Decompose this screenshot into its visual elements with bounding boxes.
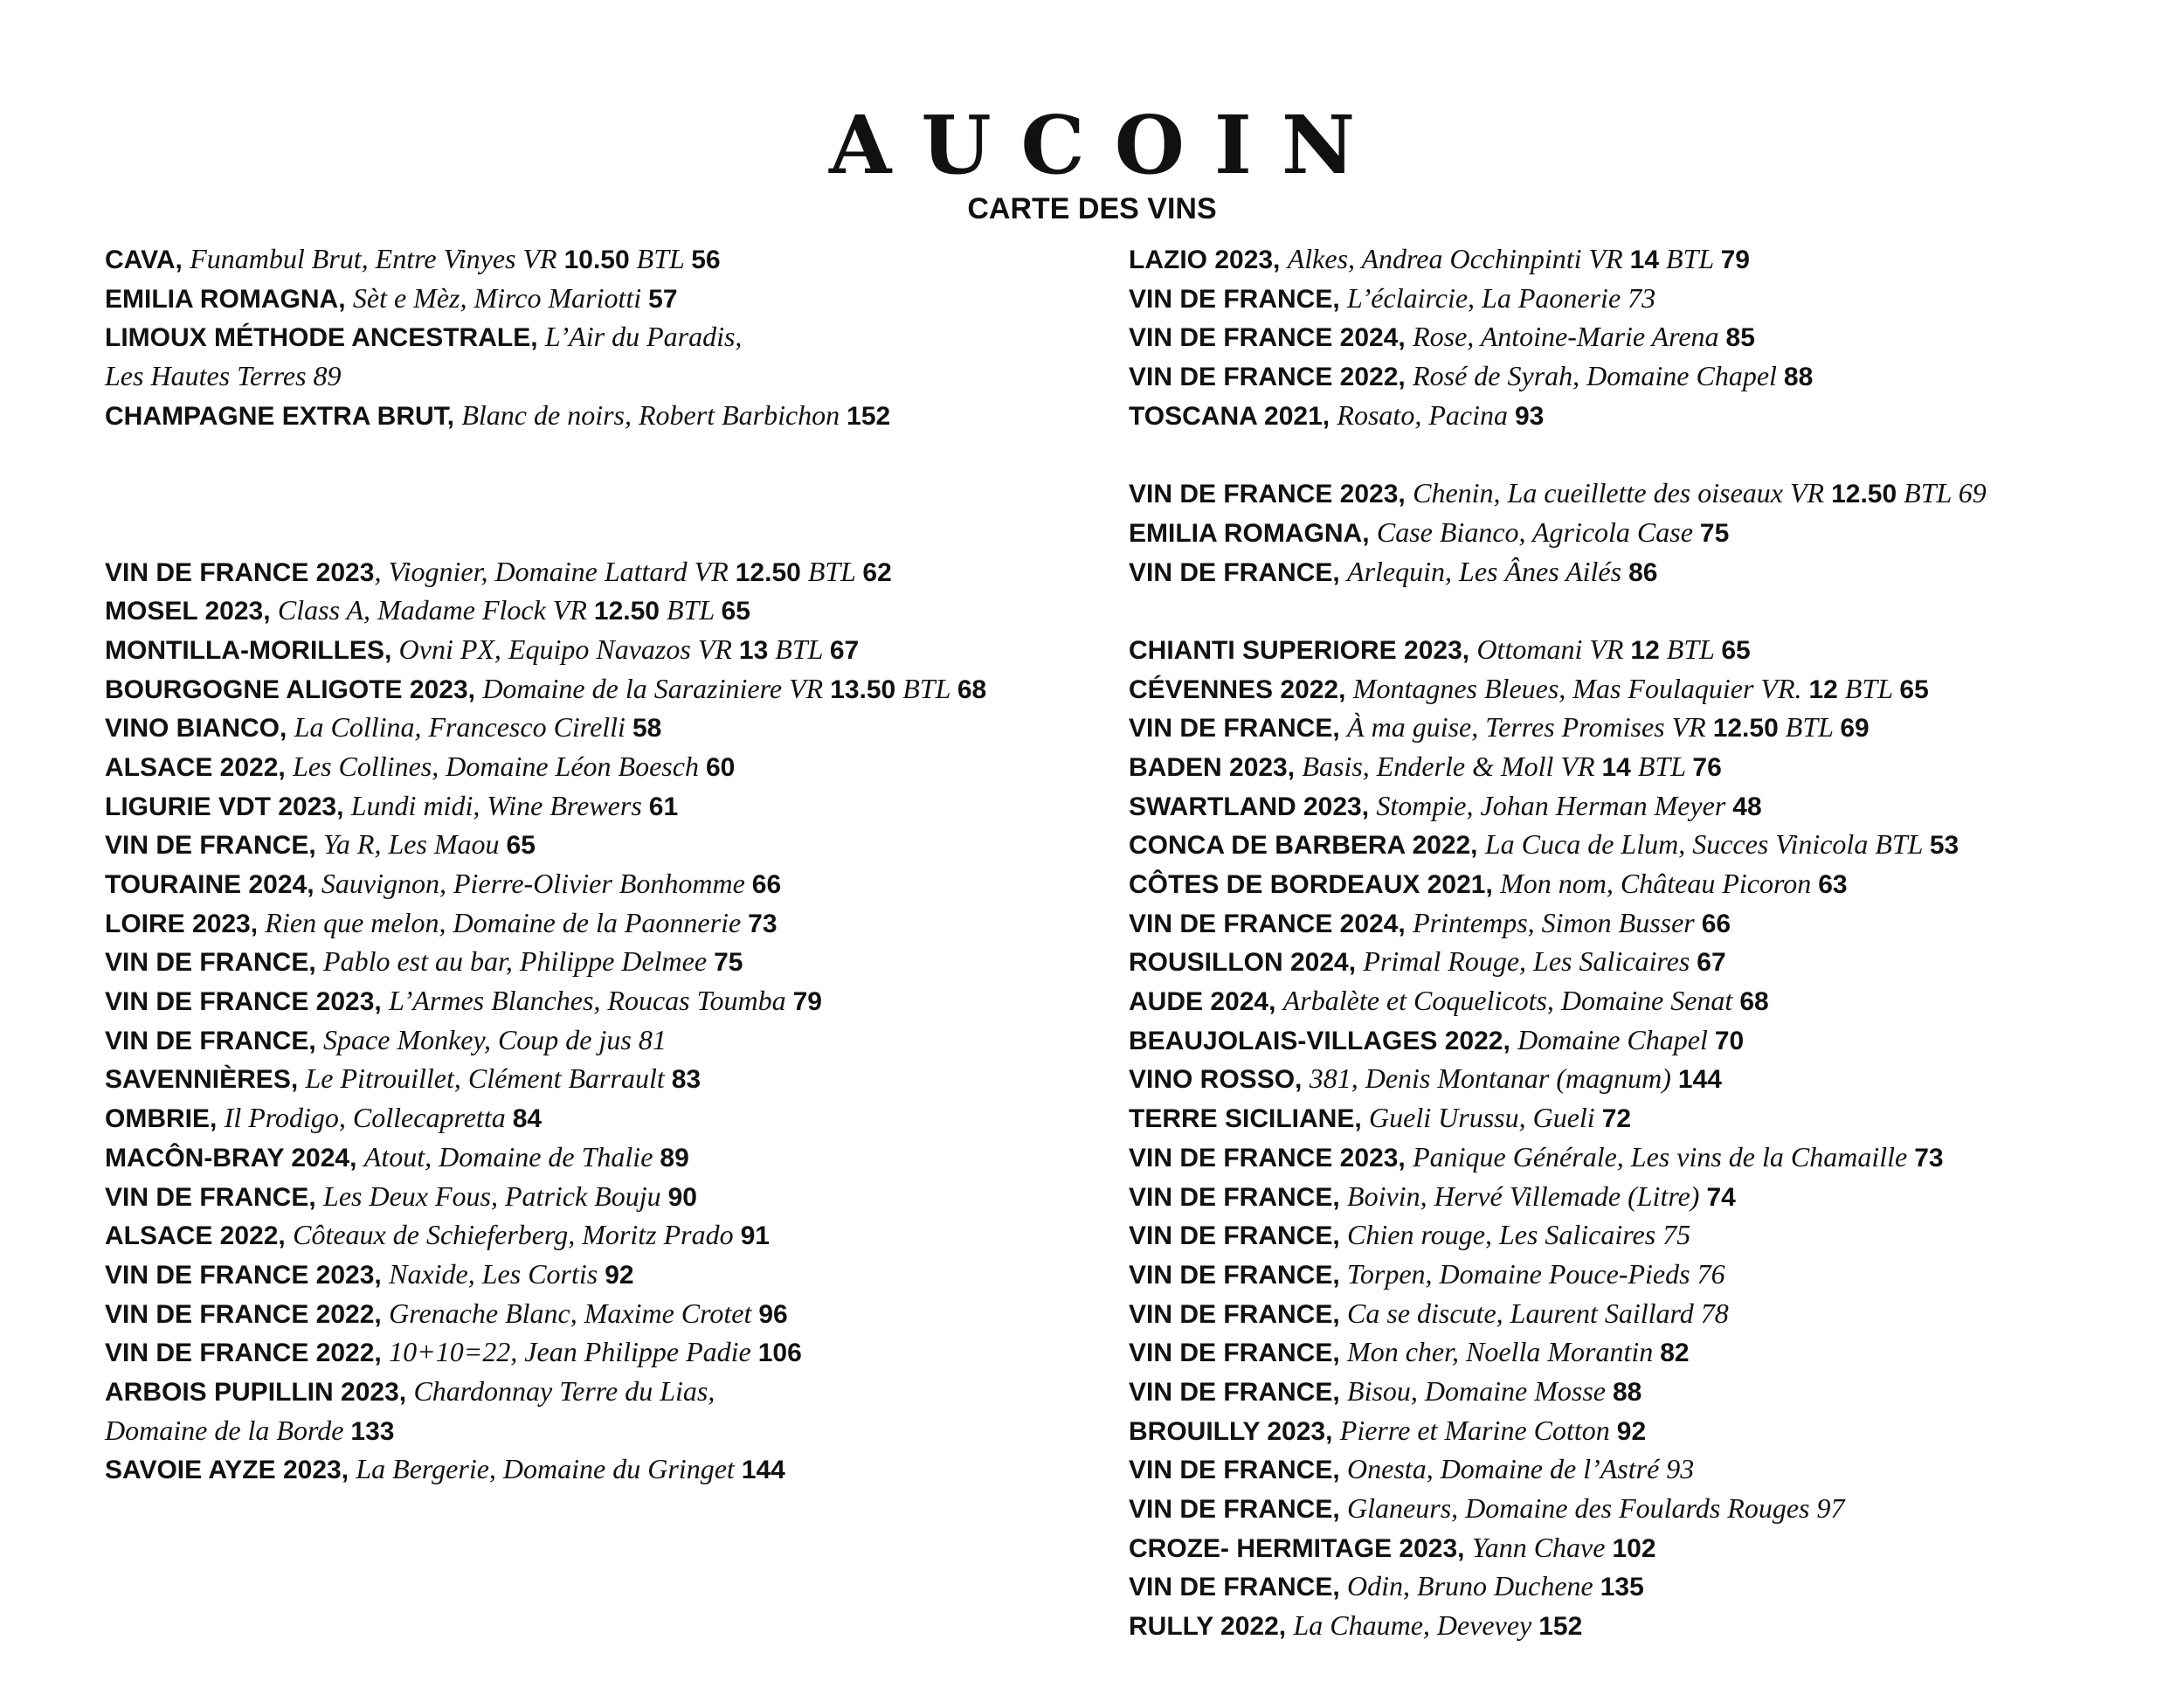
wine-price: 79 [792,987,822,1017]
wine-region: VIN DE FRANCE 2022, [1129,363,1413,392]
wine-name: Gueli Urussu, Gueli [1369,1102,1602,1134]
wine-region: AUDE 2024, [1129,987,1283,1017]
wine-entry [1129,942,1987,981]
wine-name: Le Pitrouillet, Clément Barrault [305,1062,672,1095]
wine-name: Sèt e Mèz, Mirco Mariotti [352,281,649,314]
wine-name: Chardonnay Terre du Lias, [413,1374,715,1407]
wine-name: Arlequin, Les Ânes Ailés [1347,555,1629,587]
wine-name: Atout, Domaine de Thalie [363,1140,660,1173]
wine-entry [1129,1098,1987,1138]
wine-price: 84 [512,1104,543,1134]
wine-region: VIN DE FRANCE, [1129,1339,1348,1368]
wine-format: BTL [800,555,863,587]
wine-entry [105,1138,986,1177]
wine-name: Rose, Antoine-Marie Arena [1413,321,1726,353]
wine-region: LAZIO 2023, [1129,246,1288,274]
wine-price: 14 [1629,246,1660,274]
wine-entry [1129,396,1987,435]
wine-name: Ovni PX, Equipo Navazos VR [398,633,739,665]
wine-price: 68 [1739,987,1769,1017]
wine-price: 74 [1706,1182,1736,1212]
wine-region: LIMOUX MÉTHODE ANCESTRALE, [105,323,545,353]
wine-name: Alkes, Andrea Occhinpinti VR [1287,243,1630,274]
wine-name: L’Air du Paradis, [544,321,743,353]
wine-region: VIN DE FRANCE, [1129,1573,1348,1602]
wine-name: Class A, Madame Flock VR [277,594,594,626]
wine-region: VIN DE FRANCE, [1129,1377,1348,1407]
wine-entry [1129,552,1987,591]
wine-name: Torpen, Domaine Pouce-Pieds 76 [1347,1257,1725,1290]
wine-entry [1129,356,1987,396]
wine-name: 381, Denis Montanar (magnum) [1309,1062,1678,1095]
wine-format: BTL [1659,243,1721,274]
wine-entry [105,317,986,356]
wine-name: Funambul Brut, Entre Vinyes VR [190,243,564,274]
wine-price: 85 [1725,323,1755,353]
wine-name: Panique Générale, Les vins de la Chamaille [1413,1140,1915,1173]
wine-region: BROUILLY 2023, [1129,1416,1340,1446]
wine-price: 76 [1692,752,1722,782]
wine-name: L’Armes Blanches, Roucas Toumba [389,985,793,1017]
wine-name: Domaine Chapel [1517,1023,1715,1055]
wine-price: 60 [705,752,736,782]
wine-price: 92 [605,1260,634,1290]
wine-entry [105,356,986,396]
wine-price: 53 [1929,831,1959,861]
wine-region: VIN DE FRANCE, [1129,1299,1348,1329]
wine-price: 56 [691,246,721,274]
wine-entry [105,669,986,709]
menu-title: CARTE DES VINS [967,192,1217,225]
wine-name: Les Hautes Terres 89 [105,360,342,392]
wine-name: L’éclaircie, La Paonerie 73 [1347,281,1656,314]
wine-name: Case Bianco, Agricola Case [1376,515,1700,548]
wine-region: RULLY 2022, [1129,1612,1294,1642]
wine-region: VIN DE FRANCE, [105,1026,324,1055]
wine-region: VIN DE FRANCE, [105,948,324,978]
wine-entry [105,1098,986,1138]
wine-format: BTL [768,633,830,665]
wine-price: 13.50 [830,675,896,704]
wine-name: Naxide, Les Cortis [389,1257,605,1290]
wine-entry [105,786,986,826]
wine-region: ARBOIS PUPILLIN 2023, [105,1377,414,1407]
wine-entry [105,708,986,747]
wine-price: 72 [1601,1104,1632,1134]
wine-name: Odin, Bruno Duchene [1347,1570,1600,1602]
wine-region: EMILIA ROMAGNA, [1129,518,1377,548]
wine-name: Chenin, La cueillette des oiseaux VR [1413,477,1832,509]
wine-region: MONTILLA-MORILLES, [105,635,399,665]
wine-entry [1129,1489,1987,1528]
wine-price: 75 [714,948,743,978]
wine-price: 12.50 [1831,480,1897,509]
wine-name: Bisou, Domaine Mosse [1347,1374,1613,1407]
wine-name: 10+10=22, Jean Philippe Padie [389,1336,758,1368]
wine-price: 88 [1783,363,1814,392]
wine-name: La Collina, Francesco Cirelli [294,711,632,744]
wine-entry [1129,786,1987,826]
wine-name: La Cuca de Llum, Succes Vinicola BTL [1484,828,1930,861]
wine-region: TOURAINE 2024, [105,870,321,899]
wine-entry [105,552,986,591]
wine-entry [105,942,986,981]
wine-entry [105,1294,986,1333]
wine-price: 57 [648,284,678,314]
wine-region: TOSCANA 2021, [1129,401,1337,431]
wine-entry [1129,1606,1987,1645]
wine-name: Mon nom, Château Picoron [1500,868,1819,899]
wine-entry [1129,1059,1987,1098]
wine-name: Printemps, Simon Busser [1413,906,1702,938]
wine-entry [105,591,986,630]
wine-entry [1129,1255,1987,1294]
wine-price: 106 [757,1339,802,1368]
wine-name: Space Monkey, Coup de jus 81 [323,1023,667,1055]
wine-price: 82 [1660,1339,1690,1368]
wine-list-right-column [1129,239,1987,1645]
wine-price: 68 [957,675,987,704]
wine-region: VIN DE FRANCE 2023 [105,557,375,587]
wine-price: 86 [1628,557,1658,587]
wine-region: CROZE- HERMITAGE 2023, [1129,1533,1472,1563]
wine-price: 10.50 [563,246,630,274]
wine-entry [105,1177,986,1216]
wine-price: 62 [862,557,892,587]
wine-entry [105,1020,986,1060]
wine-region: SAVOIE AYZE 2023, [105,1456,356,1485]
wine-entry [105,981,986,1020]
wine-entry [1129,1215,1987,1255]
wine-region: VIN DE FRANCE, [105,1182,324,1212]
wine-price: 92 [1616,1416,1647,1446]
wine-region: LOIRE 2023, [105,909,266,938]
wine-region: CÉVENNES 2022, [1129,675,1353,704]
wine-region: OMBRIE, [105,1104,225,1134]
wine-entry [1129,1449,1987,1489]
wine-price: 12 [1630,635,1660,665]
wine-price: 12 [1808,675,1838,704]
wine-price: 63 [1818,870,1848,899]
wine-name: Glaneurs, Domaine des Foulards Rouges 97 [1347,1492,1845,1524]
wine-entry [105,1255,986,1294]
wine-price: 89 [660,1143,689,1173]
wine-region: VIN DE FRANCE, [1129,557,1348,587]
wine-entry [1129,239,1987,279]
wine-format: BTL [1659,633,1722,665]
wine-name: Boivin, Hervé Villemade (Litre) [1347,1180,1707,1212]
wine-format: BTL [659,594,722,626]
wine-entry [1129,1567,1987,1606]
wine-region: VIN DE FRANCE, [1129,1260,1348,1290]
wine-price: 66 [751,870,782,899]
wine-entry [1129,747,1987,786]
wine-name: Stompie, Johan Herman Meyer [1376,789,1733,821]
wine-region: BOURGOGNE ALIGOTE 2023, [105,675,483,704]
wine-price: 73 [748,909,778,938]
section-spacer [105,434,986,474]
wine-entry [105,239,986,279]
wine-region: CHAMPAGNE EXTRA BRUT, [105,401,462,431]
wine-price: 144 [741,1456,785,1485]
wine-price: 90 [667,1182,697,1212]
wine-price: 69 [1840,714,1870,744]
wine-region: VIN DE FRANCE, [1129,1495,1348,1524]
wine-name: Primal Rouge, Les Salicaires [1363,945,1697,978]
wine-price: 152 [847,401,891,431]
wine-entry [105,1411,986,1450]
wine-region: CHIANTI SUPERIORE 2023, [1129,635,1477,665]
wine-region: SWARTLAND 2023, [1129,792,1377,821]
wine-name: Ca se discute, Laurent Saillard 78 [1347,1297,1729,1329]
wine-name: Ottomani VR [1476,633,1631,665]
wine-name: Blanc de noirs, Robert Barbichon [461,398,847,431]
wine-price: 102 [1612,1533,1656,1563]
wine-name: Arbalète et Coquelicots, Domaine Senat [1282,985,1740,1017]
wine-region: VIN DE FRANCE, [1129,1221,1348,1251]
wine-entry [1129,903,1987,943]
wine-name: Mon cher, Noella Morantin [1347,1336,1661,1368]
wine-region: BEAUJOLAIS-VILLAGES 2022, [1129,1026,1518,1055]
wine-name: Basis, Enderle & Moll VR [1302,750,1602,782]
wine-region: SAVENNIÈRES, [105,1065,306,1095]
wine-name: Yann Chave [1471,1531,1613,1563]
wine-price: 12.50 [1712,714,1779,744]
wine-entry [1129,981,1987,1020]
wine-price: 14 [1601,752,1631,782]
wine-entry [1129,1528,1987,1567]
wine-price: 65 [1899,675,1929,704]
wine-entry [1129,1332,1987,1372]
restaurant-logo: AUCOIN [828,98,1386,192]
wine-region: VIN DE FRANCE, [1129,1456,1348,1485]
wine-name: Rosato, Pacina [1337,398,1515,431]
wine-region: BADEN 2023, [1129,752,1303,782]
wine-entry [105,864,986,903]
wine-format: BTL [1778,711,1841,744]
wine-entry [1129,708,1987,747]
wine-name: Sauvignon, Pierre-Olivier Bonhomme [321,868,752,899]
wine-region: VIN DE FRANCE 2023, [1129,480,1413,509]
wine-entry [105,279,986,318]
wine-region: ALSACE 2022, [105,1221,294,1251]
wine-entry [1129,1020,1987,1060]
wine-entry [1129,1138,1987,1177]
wine-name: À ma guise, Terres Promises VR [1347,711,1713,744]
wine-name: Côteaux de Schieferberg, Moritz Prado [293,1219,741,1251]
wine-region: VIN DE FRANCE 2024, [1129,909,1413,938]
wine-price: 65 [1721,635,1751,665]
wine-price: 75 [1699,518,1730,548]
wine-price: 65 [721,597,750,626]
wine-entry [1129,1294,1987,1333]
wine-region: CONCA DE BARBERA 2022, [1129,831,1485,861]
wine-entry [105,630,986,669]
wine-entry [1129,669,1987,709]
wine-name: Les Collines, Domaine Léon Boesch [293,750,706,782]
wine-entry [1129,825,1987,864]
wine-name: Rosé de Syrah, Domaine Chapel [1413,360,1784,392]
wine-region: VIN DE FRANCE 2023, [105,1260,390,1290]
wine-format: BTL [629,243,692,274]
wine-price: 88 [1613,1377,1642,1407]
wine-entry [105,1449,986,1489]
wine-name: Lundi midi, Wine Brewers [350,789,649,821]
wine-name: Chien rouge, Les Salicaires 75 [1347,1219,1691,1251]
wine-price: 144 [1677,1065,1722,1095]
wine-region: MACÔN-BRAY 2024, [105,1143,364,1173]
wine-region: TERRE SICILIANE, [1129,1104,1370,1134]
wine-name: Pablo est au bar, Philippe Delmee [323,945,715,978]
wine-region: VIN DE FRANCE 2022, [105,1299,390,1329]
wine-name: La Chaume, Devevey [1293,1609,1539,1642]
wine-entry [105,1215,986,1255]
wine-price: 135 [1600,1573,1644,1602]
wine-entry [1129,630,1987,669]
section-spacer [105,474,986,513]
wine-region: VIN DE FRANCE, [1129,284,1348,314]
wine-entry [105,903,986,943]
wine-name: Onesta, Domaine de l’Astré 93 [1347,1453,1695,1485]
wine-price: 66 [1701,909,1731,938]
wine-price: 133 [350,1416,395,1446]
wine-price: 83 [671,1065,702,1095]
wine-entry [1129,864,1987,903]
wine-name: Ya R, Les Maou [323,828,507,861]
wine-price: 73 [1914,1143,1944,1173]
section-spacer [1129,434,1987,474]
wine-region: EMILIA ROMAGNA, [105,284,353,314]
wine-region: ALSACE 2022, [105,752,294,782]
wine-entry [105,1332,986,1372]
wine-entry [1129,1411,1987,1450]
wine-region: VIN DE FRANCE, [1129,714,1348,744]
wine-entry [1129,474,1987,513]
wine-entry [105,1372,986,1411]
wine-region: LIGURIE VDT 2023, [105,792,351,821]
wine-format: BTL [895,672,957,704]
wine-price: 152 [1538,1612,1583,1642]
wine-entry [105,396,986,435]
wine-name: , Viognier, Domaine Lattard VR [374,555,736,587]
wine-entry [1129,1372,1987,1411]
wine-price: 13 [738,635,769,665]
wine-name: La Bergerie, Domaine du Gringet [356,1453,742,1485]
wine-region: VIN DE FRANCE 2022, [105,1339,390,1368]
wine-name: Les Deux Fous, Patrick Bouju [323,1180,668,1212]
wine-format: BTL 69 [1897,477,1987,509]
wine-region: VIN DE FRANCE 2024, [1129,323,1413,353]
wine-entry [105,747,986,786]
wine-price: 79 [1720,246,1750,274]
wine-name: Il Prodigo, Collecapretta [224,1102,513,1134]
wine-price: 65 [506,831,536,861]
wine-entry [1129,1177,1987,1216]
wine-price: 61 [648,792,679,821]
wine-price: 93 [1514,401,1545,431]
wine-name: Pierre et Marine Cotton [1339,1414,1617,1446]
wine-price: 67 [829,635,860,665]
wine-entry [1129,513,1987,552]
wine-region: VIN DE FRANCE 2023, [1129,1143,1413,1173]
wine-region: VIN DE FRANCE, [105,831,324,861]
wine-region: CAVA, [105,246,190,274]
wine-region: ROUSILLON 2024, [1129,948,1364,978]
wine-name: Montagnes Bleues, Mas Foulaquier VR. [1352,672,1809,704]
wine-region: CÔTES DE BORDEAUX 2021, [1129,870,1501,899]
wine-region: VINO BIANCO, [105,714,294,744]
wine-entry [1129,317,1987,356]
wine-price: 96 [758,1299,788,1329]
wine-name: Rien que melon, Domaine de la Paonnerie [265,906,749,938]
section-spacer [105,513,986,552]
wine-region: VIN DE FRANCE, [1129,1182,1348,1212]
wine-region: VIN DE FRANCE 2023, [105,987,390,1017]
wine-price: 48 [1732,792,1762,821]
wine-entry [105,825,986,864]
wine-entry [1129,279,1987,318]
wine-price: 12.50 [593,597,660,626]
wine-price: 67 [1697,948,1726,978]
wine-price: 70 [1714,1026,1745,1055]
wine-region: VINO ROSSO, [1129,1065,1310,1095]
wine-name: Domaine de la Borde [105,1414,351,1446]
wine-list-left-column [105,239,986,1489]
wine-price: 91 [740,1221,770,1251]
wine-name: Domaine de la Saraziniere VR [482,672,831,704]
wine-entry [105,1059,986,1098]
wine-name: Grenache Blanc, Maxime Crotet [389,1297,759,1329]
wine-price: 12.50 [735,557,801,587]
wine-format: BTL [1630,750,1693,782]
section-spacer [1129,591,1987,630]
wine-price: 58 [632,714,662,744]
wine-region: MOSEL 2023, [105,597,278,626]
wine-format: BTL [1837,672,1900,704]
